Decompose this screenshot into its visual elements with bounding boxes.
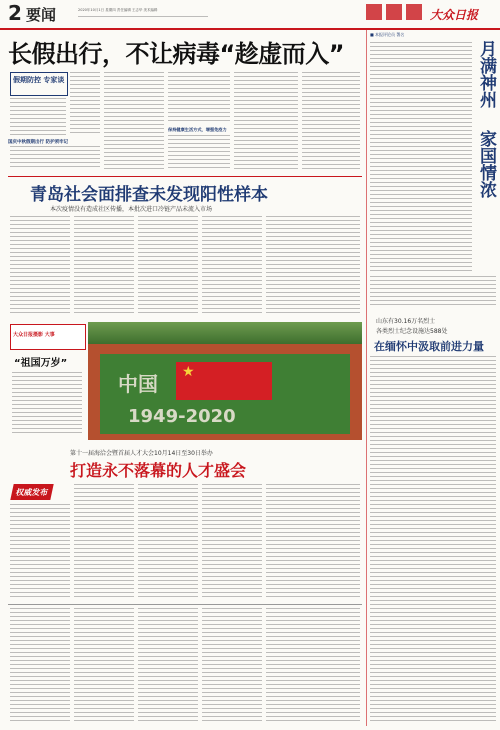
bottom-col5: [266, 608, 360, 724]
story1-col5: [234, 72, 298, 170]
story1-subhead-left: 国庆中秋假期出行 防护须牢记: [8, 140, 69, 145]
story3-col3: [138, 484, 198, 600]
bottom-col4: [202, 608, 262, 724]
photo-badge: [10, 324, 86, 350]
story3-col1: [10, 504, 70, 600]
story2-col3: [138, 216, 198, 316]
story1-col3: [104, 72, 164, 170]
flag-star-icon: ★: [182, 364, 195, 380]
photo-badge-text: 大众日报摄影 大事: [13, 332, 55, 338]
story2-col4: [202, 216, 262, 316]
photo-caption-body: [12, 372, 82, 436]
page-number: 2: [8, 1, 22, 25]
story2-col1: [10, 216, 70, 316]
qr-code-2: [386, 4, 402, 20]
story2-headline: 青岛社会面排查未发现阳性样本: [30, 185, 268, 205]
photo-flag: [176, 362, 272, 400]
story3-badge-text: 权威发布: [14, 488, 49, 497]
story2-col2: [74, 216, 134, 316]
divider-1: [8, 176, 362, 177]
photo-ground-text-2: 1949-2020: [128, 406, 236, 427]
vertical-title-2: 家国情浓: [476, 130, 496, 198]
story2-col5: [266, 216, 360, 316]
story3-col2: [74, 484, 134, 600]
story3-kicker: 第十一届海洽会暨首届人才大会10月14日至30日举办: [70, 450, 213, 457]
story1-col2: [70, 72, 100, 136]
kicker-box: [10, 72, 68, 96]
header-meta-line2: [78, 16, 208, 20]
commentary-col1: [370, 42, 472, 272]
divider-2: [8, 604, 362, 605]
story1-col4b: [168, 135, 230, 170]
qr-code-3: [406, 4, 422, 20]
sidebar-kicker-2: 各类烈士纪念设施达588处: [376, 328, 448, 335]
story3-col4: [202, 484, 262, 600]
story3-headline: 打造永不落幕的人才盛会: [70, 461, 247, 480]
right-column-divider: [366, 30, 367, 726]
masthead-logo: 大众日报: [430, 8, 479, 22]
story1-col6: [302, 72, 360, 170]
story3-col5: [266, 484, 360, 600]
qr-code-1: [366, 4, 382, 20]
news-photo: [88, 322, 362, 440]
commentary-label: ■ 本报评论员 署名: [370, 32, 405, 37]
story1-subhead-mid: 保持健康生活方式，增强免疫力: [168, 127, 227, 132]
photo-ground-text-1: 中国: [118, 372, 158, 396]
sidebar-headline: 在缅怀中汲取前进力量: [374, 340, 484, 353]
sidebar-kicker-1: 山东有30.16万名烈士: [376, 318, 436, 325]
story1-col1: [10, 98, 66, 136]
vertical-title-1: 月满神州: [476, 40, 496, 108]
bottom-col1: [10, 608, 70, 724]
bottom-col3: [138, 608, 198, 724]
bottom-col2: [74, 608, 134, 724]
photo-trees: [88, 322, 362, 344]
story1-col4: [168, 72, 230, 124]
story2-subhead: 本次疫情没有造成社区传播，本批次进口冷链产品未流入市场: [50, 206, 213, 213]
page-header: [0, 0, 500, 30]
photo-caption-title: “祖国万岁”: [14, 358, 68, 369]
story1-col1b: [10, 146, 100, 170]
story3-badge: [10, 484, 53, 500]
section-name: 要闻: [26, 6, 57, 24]
sidebar-col1: [370, 356, 496, 724]
commentary-col2: [370, 276, 496, 308]
header-meta: 2020年10月1日 星期四 责任编辑 王志华 美术编辑: [78, 8, 158, 12]
kicker-text: 假期防控 专家谈: [13, 76, 65, 84]
main-headline: 长假出行，不让病毒“趁虚而入”: [8, 40, 345, 68]
